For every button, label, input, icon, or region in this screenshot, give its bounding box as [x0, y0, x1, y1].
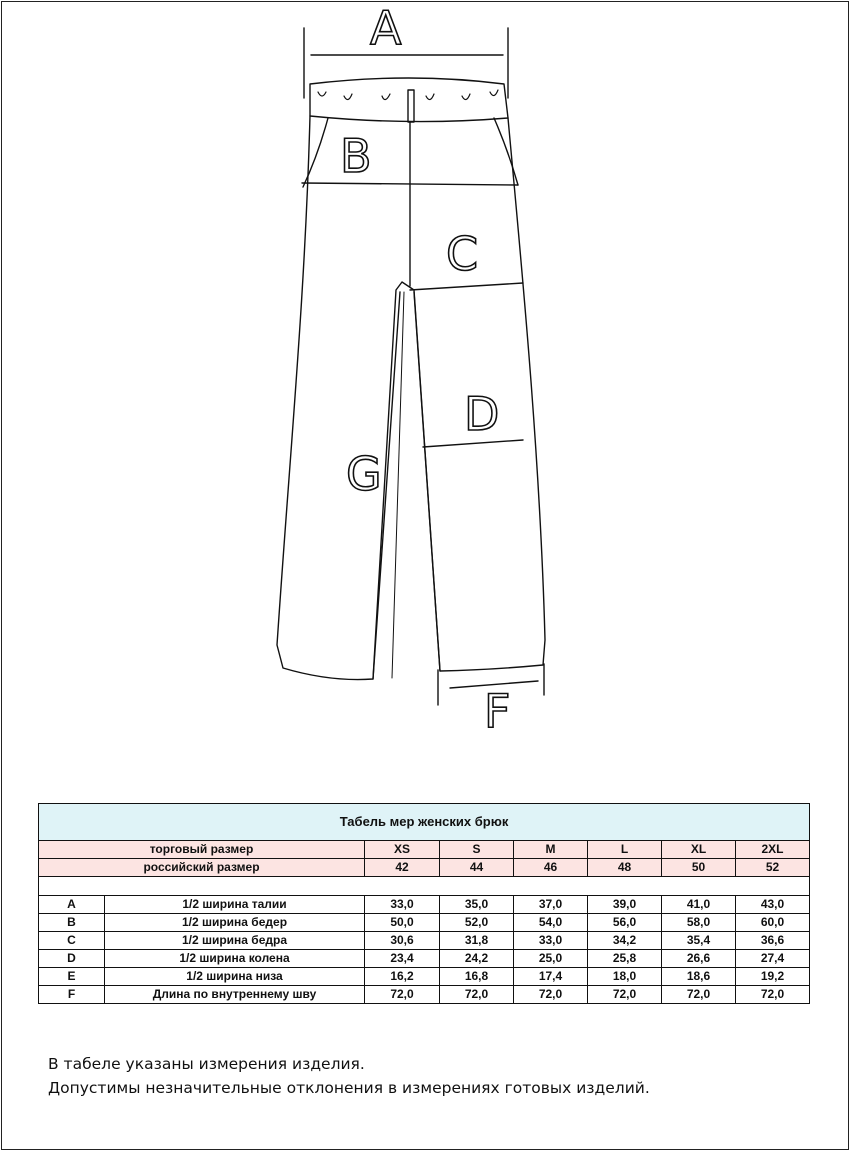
measure-label: 1/2 ширина бедра — [105, 932, 365, 950]
fly-button — [408, 90, 414, 122]
spacer-row — [39, 877, 810, 896]
measure-value: 56,0 — [588, 914, 662, 932]
measure-value: 34,2 — [588, 932, 662, 950]
measure-value: 36,6 — [736, 932, 810, 950]
label-c: C — [446, 227, 479, 281]
measure-c-line — [410, 283, 523, 290]
measure-d-line — [423, 440, 523, 447]
note-line: В табеле указаны измерения изделия. — [48, 1055, 365, 1073]
size-cell: XL — [662, 841, 736, 859]
table-title: Табель мер женских брюк — [39, 804, 810, 841]
measure-value: 24,2 — [440, 950, 514, 968]
measure-value: 60,0 — [736, 914, 810, 932]
row-label: торговый размер — [39, 841, 365, 859]
table-row — [39, 932, 810, 950]
measure-value: 16,8 — [440, 968, 514, 986]
label-d: D — [464, 387, 500, 441]
measure-value: 72,0 — [662, 986, 736, 1004]
measure-value: 16,2 — [365, 968, 440, 986]
measure-value: 72,0 — [736, 986, 810, 1004]
label-a: A — [370, 1, 402, 55]
measure-code: E — [39, 968, 105, 986]
measure-code: B — [39, 914, 105, 932]
size-cell: 52 — [736, 859, 810, 877]
measure-label: 1/2 ширина колена — [105, 950, 365, 968]
size-cell: 44 — [440, 859, 514, 877]
right-pocket — [494, 118, 518, 185]
measure-value: 19,2 — [736, 968, 810, 986]
measure-value: 25,0 — [514, 950, 588, 968]
table-row — [39, 986, 810, 1004]
size-cell: 46 — [514, 859, 588, 877]
measurements-body — [39, 896, 810, 1004]
size-table — [38, 803, 810, 1004]
measure-value: 43,0 — [736, 896, 810, 914]
measure-value: 23,4 — [365, 950, 440, 968]
measure-value: 41,0 — [662, 896, 736, 914]
measure-b-line — [302, 183, 518, 185]
measure-value: 37,0 — [514, 896, 588, 914]
right-inseam — [414, 292, 440, 671]
trousers-outline — [277, 116, 545, 680]
size-cell: L — [588, 841, 662, 859]
size-cell: 48 — [588, 859, 662, 877]
measure-value: 27,4 — [736, 950, 810, 968]
note-line: Допустимы незначительные отклонения в измерениях готовых изделий. — [48, 1079, 650, 1097]
measure-value: 52,0 — [440, 914, 514, 932]
measure-code: A — [39, 896, 105, 914]
measure-code: D — [39, 950, 105, 968]
measure-value: 33,0 — [365, 896, 440, 914]
measure-value: 50,0 — [365, 914, 440, 932]
label-f: F — [484, 684, 511, 738]
size-cell: XS — [365, 841, 440, 859]
size-cell: S — [440, 841, 514, 859]
measure-value: 31,8 — [440, 932, 514, 950]
measure-value: 72,0 — [440, 986, 514, 1004]
measure-label: 1/2 ширина низа — [105, 968, 365, 986]
measure-label: 1/2 ширина бедер — [105, 914, 365, 932]
label-b: B — [340, 129, 372, 183]
left-pocket — [303, 118, 328, 187]
measure-value: 39,0 — [588, 896, 662, 914]
measure-value: 18,0 — [588, 968, 662, 986]
measure-code: F — [39, 986, 105, 1004]
measure-value: 58,0 — [662, 914, 736, 932]
measure-value: 33,0 — [514, 932, 588, 950]
row-label: российский размер — [39, 859, 365, 877]
size-cell: 42 — [365, 859, 440, 877]
measure-value: 72,0 — [514, 986, 588, 1004]
measure-value: 35,4 — [662, 932, 736, 950]
measure-label: Длина по внутреннему шву — [105, 986, 365, 1004]
measure-value: 35,0 — [440, 896, 514, 914]
measure-code: C — [39, 932, 105, 950]
measure-value: 17,4 — [514, 968, 588, 986]
size-cell: M — [514, 841, 588, 859]
table-row — [39, 914, 810, 932]
measure-label: 1/2 ширина талии — [105, 896, 365, 914]
measure-value: 25,8 — [588, 950, 662, 968]
ru-size-row — [39, 859, 810, 877]
measure-value: 30,6 — [365, 932, 440, 950]
table-row — [39, 950, 810, 968]
size-cell: 50 — [662, 859, 736, 877]
measure-value: 72,0 — [588, 986, 662, 1004]
table-row — [39, 896, 810, 914]
measure-value: 18,6 — [662, 968, 736, 986]
left-inseam-inner — [392, 292, 404, 678]
trade-size-row — [39, 841, 810, 859]
label-g: G — [346, 447, 382, 501]
table-row — [39, 968, 810, 986]
notes — [48, 1052, 650, 1100]
measure-value: 26,6 — [662, 950, 736, 968]
measure-value: 54,0 — [514, 914, 588, 932]
measure-value: 72,0 — [365, 986, 440, 1004]
waistband — [310, 78, 508, 122]
size-cell: 2XL — [736, 841, 810, 859]
